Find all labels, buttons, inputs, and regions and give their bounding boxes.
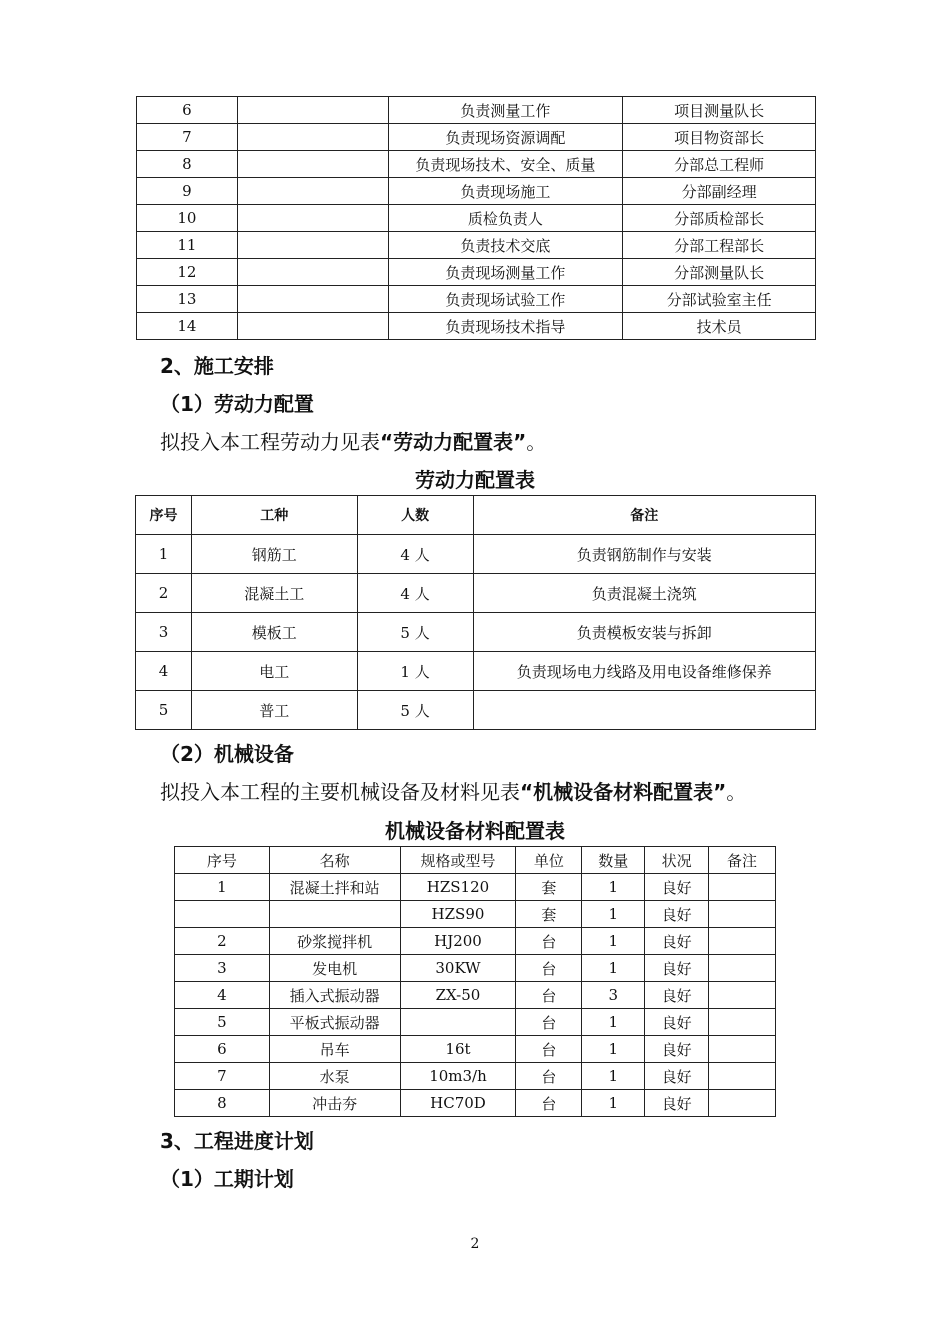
table-cell: 负责现场资源调配 [388, 124, 623, 151]
table-cell: 质检负责人 [388, 205, 623, 232]
labor-subheading: （1）劳动力配置 [160, 392, 314, 416]
table-cell [237, 205, 388, 232]
table-cell: 1 [582, 928, 645, 955]
table-cell: 8 [175, 1090, 270, 1117]
table-row [137, 97, 816, 124]
table-cell: 良好 [645, 874, 709, 901]
labor-para-suffix: 。 [526, 430, 547, 454]
table-cell: 平板式振动器 [269, 1009, 400, 1036]
table-cell: 良好 [645, 982, 709, 1009]
table-cell: 1 [582, 901, 645, 928]
table-row [136, 574, 816, 613]
table-cell: 13 [137, 286, 238, 313]
equipment-table [174, 846, 776, 1117]
table-cell: 4 [136, 652, 192, 691]
table-cell [175, 901, 270, 928]
table-cell: 1 [582, 874, 645, 901]
table-cell: HZS120 [400, 874, 516, 901]
table-cell: 混凝土工 [191, 574, 357, 613]
table-cell: 负责混凝土浇筑 [473, 574, 816, 613]
table-cell: 负责现场技术指导 [388, 313, 623, 340]
labor-table-title: 劳动力配置表 [415, 468, 535, 492]
table-cell: 插入式振动器 [269, 982, 400, 1009]
table-cell: 模板工 [191, 613, 357, 652]
table-cell: 5 人 [357, 613, 473, 652]
equipment-para-ref: “机械设备材料配置表” [520, 780, 727, 804]
table-cell: 1 人 [357, 652, 473, 691]
table-cell: 10 [137, 205, 238, 232]
equipment-header-cell: 序号 [175, 847, 270, 874]
table-cell: 套 [516, 901, 582, 928]
table-cell: 项目测量队长 [623, 97, 816, 124]
equipment-para-prefix: 拟投入本工程的主要机械设备及材料见表 [160, 780, 520, 804]
table-cell: 良好 [645, 1009, 709, 1036]
table-cell: 3 [136, 613, 192, 652]
table-cell [709, 928, 776, 955]
labor-header-cell: 人数 [357, 496, 473, 535]
table-cell: 11 [137, 232, 238, 259]
equipment-header-cell: 数量 [582, 847, 645, 874]
table-cell: 分部测量队长 [623, 259, 816, 286]
table-cell: 8 [137, 151, 238, 178]
equipment-table-title: 机械设备材料配置表 [385, 819, 565, 843]
table-cell: 3 [582, 982, 645, 1009]
table-row [175, 1009, 776, 1036]
table-row [137, 124, 816, 151]
table-cell: 普工 [191, 691, 357, 730]
table-cell: HJ200 [400, 928, 516, 955]
table-cell: HZS90 [400, 901, 516, 928]
table-cell [237, 97, 388, 124]
table-cell [709, 955, 776, 982]
equipment-para-suffix: 。 [726, 780, 747, 804]
table-cell [709, 901, 776, 928]
table-cell: 10m3/h [400, 1063, 516, 1090]
labor-header-cell: 序号 [136, 496, 192, 535]
labor-paragraph [160, 426, 546, 455]
table-row [137, 232, 816, 259]
table-row [175, 1063, 776, 1090]
table-cell: 4 人 [357, 535, 473, 574]
labor-para-ref: “劳动力配置表” [380, 430, 527, 454]
responsibility-table [136, 96, 816, 340]
table-cell: 良好 [645, 1090, 709, 1117]
table-cell: 负责测量工作 [388, 97, 623, 124]
labor-header-cell: 工种 [191, 496, 357, 535]
table-row [175, 928, 776, 955]
table-cell [709, 1036, 776, 1063]
table-row [175, 1090, 776, 1117]
page-number: 2 [470, 1236, 480, 1252]
table-cell: 9 [137, 178, 238, 205]
table-cell: 良好 [645, 928, 709, 955]
labor-table-header-row [136, 496, 816, 535]
table-cell [237, 151, 388, 178]
table-cell: 负责钢筋制作与安装 [473, 535, 816, 574]
table-cell: 水泵 [269, 1063, 400, 1090]
schedule-subheading: （1）工期计划 [160, 1167, 294, 1191]
table-cell: 台 [516, 982, 582, 1009]
table-cell [473, 691, 816, 730]
table-cell: 1 [582, 955, 645, 982]
table-cell [237, 124, 388, 151]
responsibility-table-body [137, 97, 816, 340]
table-cell [237, 313, 388, 340]
table-cell: 负责技术交底 [388, 232, 623, 259]
table-row [175, 874, 776, 901]
table-cell: 7 [175, 1063, 270, 1090]
table-cell: 台 [516, 1090, 582, 1117]
table-cell: 分部副经理 [623, 178, 816, 205]
table-row [175, 982, 776, 1009]
table-cell: 负责现场技术、安全、质量 [388, 151, 623, 178]
table-cell [709, 1063, 776, 1090]
table-row [136, 691, 816, 730]
table-row [175, 1036, 776, 1063]
table-cell: 项目物资部长 [623, 124, 816, 151]
table-row [136, 535, 816, 574]
table-cell [237, 259, 388, 286]
table-cell: 台 [516, 955, 582, 982]
table-cell: 负责现场施工 [388, 178, 623, 205]
labor-para-prefix: 拟投入本工程劳动力见表 [160, 430, 380, 454]
table-cell: 台 [516, 1036, 582, 1063]
labor-table [135, 495, 816, 730]
table-row [137, 286, 816, 313]
table-cell: 5 人 [357, 691, 473, 730]
table-cell: 台 [516, 1063, 582, 1090]
table-cell: 2 [175, 928, 270, 955]
table-cell: 16t [400, 1036, 516, 1063]
table-cell: 砂浆搅拌机 [269, 928, 400, 955]
equipment-header-cell: 名称 [269, 847, 400, 874]
equipment-header-cell: 备注 [709, 847, 776, 874]
table-cell: 分部质检部长 [623, 205, 816, 232]
table-cell: 1 [582, 1090, 645, 1117]
table-row [136, 652, 816, 691]
table-row [137, 178, 816, 205]
table-cell: 电工 [191, 652, 357, 691]
equipment-header-cell: 单位 [516, 847, 582, 874]
table-row [136, 613, 816, 652]
equipment-header-cell: 规格或型号 [400, 847, 516, 874]
equipment-subheading: （2）机械设备 [160, 742, 294, 766]
table-cell: ZX-50 [400, 982, 516, 1009]
table-cell: 1 [582, 1063, 645, 1090]
table-cell: 1 [582, 1036, 645, 1063]
table-cell: 分部工程部长 [623, 232, 816, 259]
table-cell: 2 [136, 574, 192, 613]
table-cell: 7 [137, 124, 238, 151]
table-cell: 6 [175, 1036, 270, 1063]
equipment-table-header-row [175, 847, 776, 874]
table-cell: 钢筋工 [191, 535, 357, 574]
equipment-paragraph [160, 776, 746, 805]
table-cell: 14 [137, 313, 238, 340]
table-cell: 负责现场电力线路及用电设备维修保养 [473, 652, 816, 691]
table-cell [709, 1009, 776, 1036]
labor-table-body [136, 535, 816, 730]
equipment-header-cell: 状况 [645, 847, 709, 874]
table-cell: 4 人 [357, 574, 473, 613]
table-cell: 1 [136, 535, 192, 574]
table-cell: 负责现场试验工作 [388, 286, 623, 313]
labor-header-cell: 备注 [473, 496, 816, 535]
table-cell: 良好 [645, 901, 709, 928]
table-cell: 1 [582, 1009, 645, 1036]
table-cell: 5 [175, 1009, 270, 1036]
table-cell: 3 [175, 955, 270, 982]
equipment-table-body [175, 874, 776, 1117]
table-cell: 吊车 [269, 1036, 400, 1063]
table-cell: 套 [516, 874, 582, 901]
table-cell: 负责模板安装与拆卸 [473, 613, 816, 652]
table-row [137, 259, 816, 286]
section3-heading: 3、工程进度计划 [160, 1129, 314, 1153]
table-cell: 5 [136, 691, 192, 730]
table-cell: 4 [175, 982, 270, 1009]
table-cell [237, 232, 388, 259]
table-cell [269, 901, 400, 928]
table-cell: HC70D [400, 1090, 516, 1117]
table-cell: 负责现场测量工作 [388, 259, 623, 286]
section2-heading: 2、施工安排 [160, 354, 274, 378]
table-row [175, 901, 776, 928]
table-cell [709, 1090, 776, 1117]
table-cell [400, 1009, 516, 1036]
table-cell: 分部总工程师 [623, 151, 816, 178]
table-row [175, 955, 776, 982]
table-cell [237, 178, 388, 205]
table-cell: 台 [516, 1009, 582, 1036]
table-cell [709, 982, 776, 1009]
table-cell: 台 [516, 928, 582, 955]
table-row [137, 205, 816, 232]
table-cell: 混凝土拌和站 [269, 874, 400, 901]
table-cell [237, 286, 388, 313]
table-cell: 1 [175, 874, 270, 901]
table-cell: 12 [137, 259, 238, 286]
table-cell: 良好 [645, 955, 709, 982]
table-row [137, 313, 816, 340]
table-cell: 发电机 [269, 955, 400, 982]
table-row [137, 151, 816, 178]
table-cell: 技术员 [623, 313, 816, 340]
table-cell: 30KW [400, 955, 516, 982]
table-cell: 良好 [645, 1036, 709, 1063]
table-cell: 6 [137, 97, 238, 124]
table-cell: 分部试验室主任 [623, 286, 816, 313]
table-cell [709, 874, 776, 901]
table-cell: 良好 [645, 1063, 709, 1090]
table-cell: 冲击夯 [269, 1090, 400, 1117]
